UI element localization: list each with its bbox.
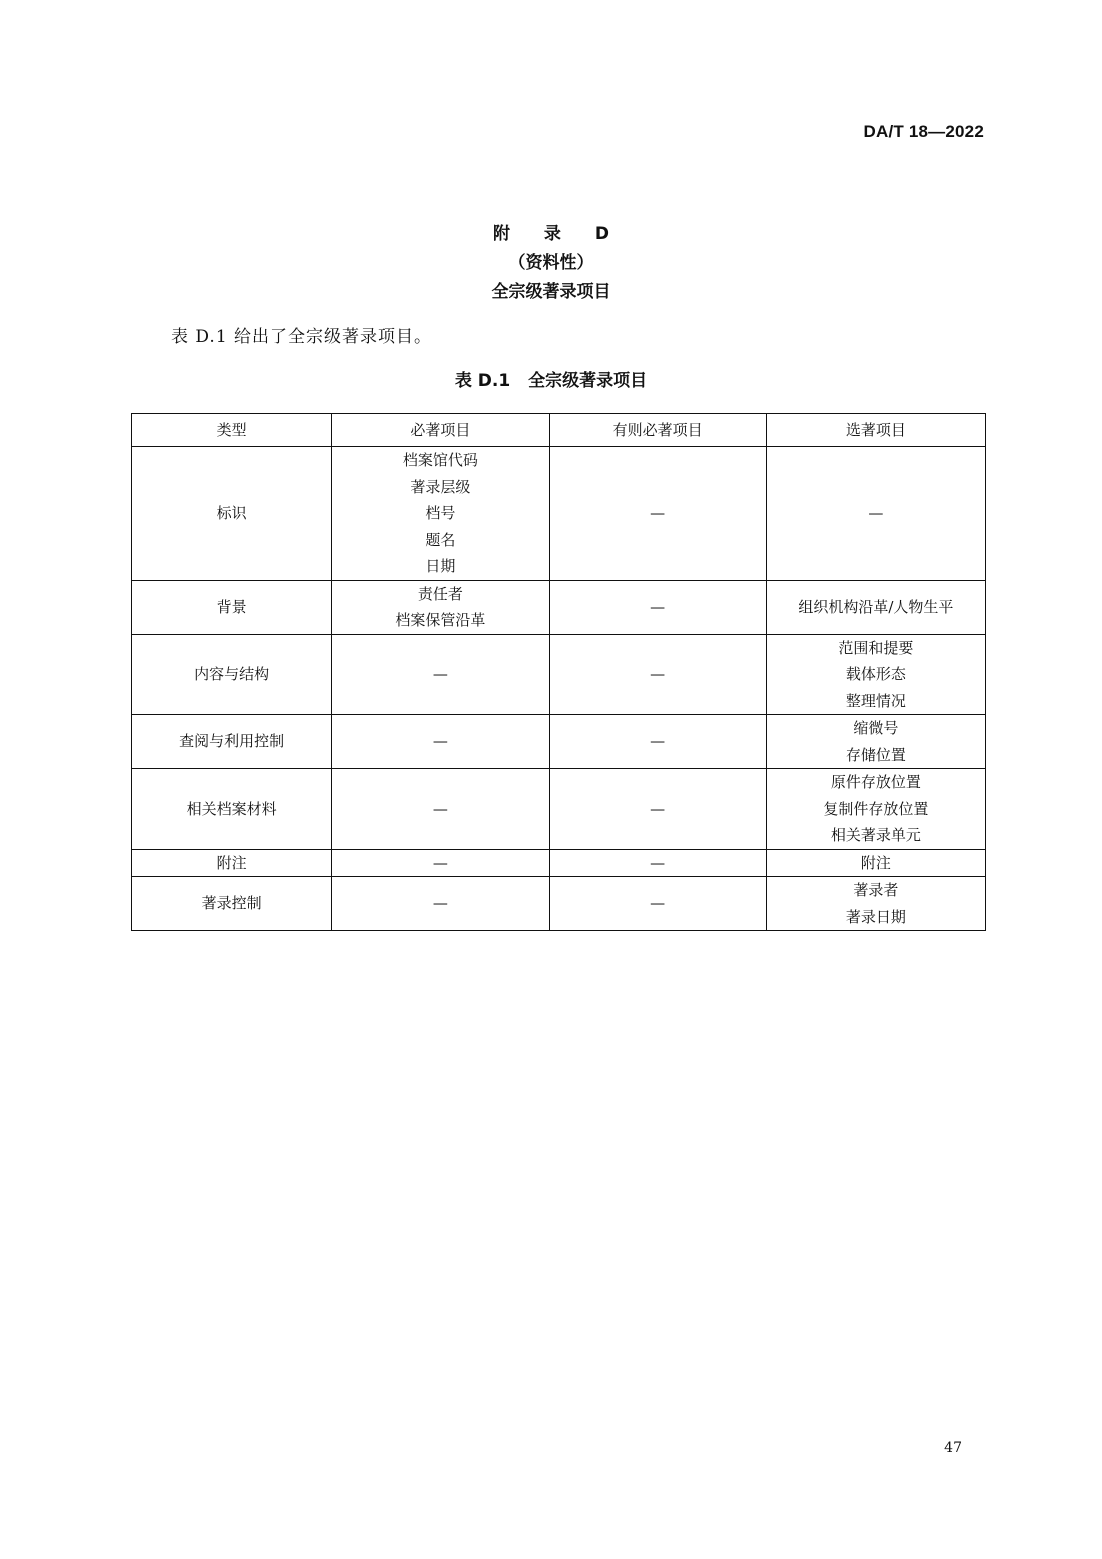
cell-text: 查阅与利用控制: [179, 732, 285, 751]
cell-optional: [766, 580, 985, 634]
cell-required: [332, 634, 549, 715]
cell-optional: [766, 634, 985, 715]
table-row: [132, 849, 986, 877]
cell-text: 著录者: [853, 881, 899, 899]
cell-conditional: [549, 769, 766, 850]
table-caption: [0, 366, 1102, 391]
cell-text: —: [432, 853, 448, 872]
cell-text: 复制件存放位置: [823, 799, 929, 818]
header-type: 类型: [132, 414, 332, 447]
table-caption-label: 表 D.1: [454, 371, 511, 391]
cell-text: 责任者: [417, 584, 463, 603]
document-code: DA/T 18—2022: [863, 122, 984, 141]
appendix-heading: [0, 220, 1102, 307]
cell-type: [132, 715, 332, 769]
cell-conditional: [549, 715, 766, 769]
cell-text: 缩微号: [853, 719, 899, 737]
cell-optional: [766, 877, 985, 931]
cell-text: 背景: [216, 597, 247, 616]
cell-conditional: [549, 447, 766, 581]
cell-text: 著录日期: [845, 907, 906, 926]
table-row: [132, 877, 986, 931]
intro-paragraph: 表 D.1 给出了全宗级著录项目。: [171, 327, 433, 347]
cell-required: [332, 715, 549, 769]
cell-optional: [766, 715, 985, 769]
cell-text: 存储位置: [845, 745, 906, 764]
cell-text: —: [650, 597, 666, 616]
cell-conditional: [549, 580, 766, 634]
cell-text: 档案馆代码: [402, 451, 478, 469]
cell-type: [132, 447, 332, 581]
cell-text: —: [868, 504, 884, 522]
cell-text: 原件存放位置: [830, 773, 921, 791]
cell-text: —: [650, 853, 666, 872]
cell-text: 附注: [860, 853, 891, 872]
cell-type: [132, 877, 332, 931]
table-row: [132, 769, 986, 850]
cell-text: 内容与结构: [194, 665, 270, 683]
cell-conditional: [549, 877, 766, 931]
header-conditional: 有则必著项目: [549, 414, 766, 447]
cell-text: 组织机构沿革/人物生平: [798, 597, 954, 616]
cell-text: —: [650, 894, 666, 913]
table-row: [132, 580, 986, 634]
cell-optional: [766, 849, 985, 877]
cell-text: 著录控制: [201, 894, 262, 913]
cell-required: [332, 447, 549, 581]
cell-required: [332, 769, 549, 850]
cell-text: 载体形态: [845, 665, 906, 683]
appendix-title: 附 录 D: [493, 224, 623, 244]
cell-text: —: [432, 894, 448, 913]
cell-text: 标识: [216, 504, 247, 522]
cell-text: 范围和提要: [838, 638, 914, 657]
cell-text: 相关著录单元: [830, 826, 921, 844]
cell-text: 附注: [216, 853, 247, 872]
cell-required: [332, 580, 549, 634]
page-number: 47: [944, 1440, 962, 1456]
cell-optional: [766, 447, 985, 581]
cell-text: —: [650, 665, 666, 683]
cell-text: —: [432, 799, 448, 818]
description-items-table: [131, 413, 986, 931]
cell-text: —: [650, 504, 666, 522]
cell-text: —: [650, 799, 666, 818]
header-required: 必著项目: [332, 414, 549, 447]
table-caption-title: 全宗级著录项目: [528, 371, 648, 391]
cell-text: 日期: [425, 557, 456, 575]
table-row: [132, 447, 986, 581]
cell-text: —: [650, 732, 666, 751]
cell-required: [332, 849, 549, 877]
cell-conditional: [549, 634, 766, 715]
appendix-subject: 全宗级著录项目: [491, 282, 611, 302]
cell-text: 整理情况: [845, 691, 906, 710]
cell-type: [132, 849, 332, 877]
cell-optional: [766, 769, 985, 850]
cell-text: 档案保管沿革: [395, 611, 486, 629]
cell-text: 档号: [425, 504, 456, 522]
cell-type: [132, 580, 332, 634]
cell-type: [132, 634, 332, 715]
appendix-nature: （资料性）: [508, 253, 594, 273]
cell-required: [332, 877, 549, 931]
cell-text: 题名: [425, 530, 456, 549]
cell-text: 相关档案材料: [186, 799, 277, 818]
table-header-row: [132, 414, 986, 447]
table-row: [132, 715, 986, 769]
cell-text: —: [432, 732, 448, 751]
cell-text: 著录层级: [410, 477, 471, 496]
table-row: [132, 634, 986, 715]
table-body: [132, 447, 986, 931]
header-optional: 选著项目: [766, 414, 985, 447]
cell-type: [132, 769, 332, 850]
cell-text: —: [432, 665, 448, 683]
cell-conditional: [549, 849, 766, 877]
